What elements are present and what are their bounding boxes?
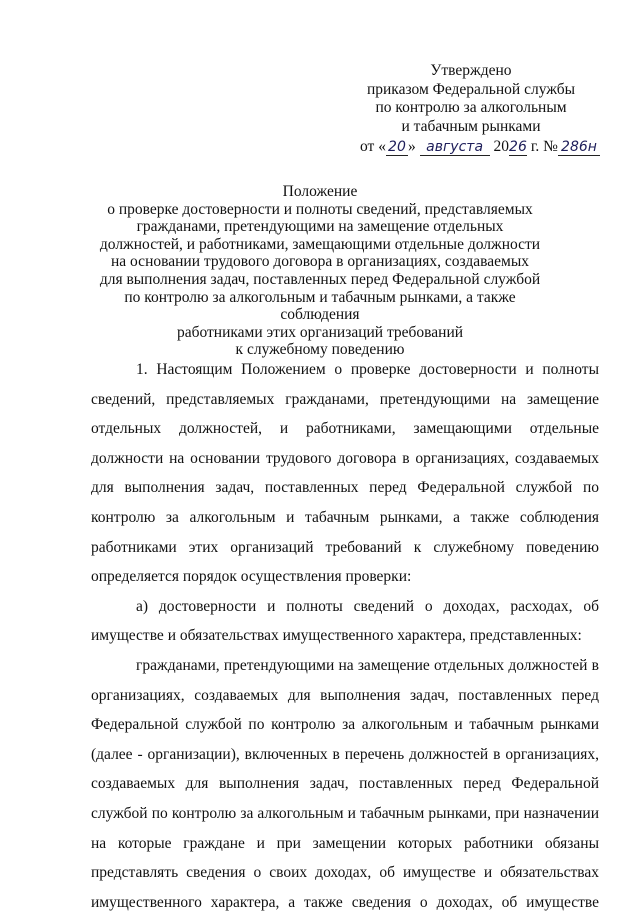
paragraph-3: гражданами, претендующими на замещение отдельных должностей в организациях, создаваемых для выполнения задач, поставленных перед Федеральной службой по контролю за алкогольным и табачным рынками (далее - организации), включенных в перечень должностей в организациях, создаваемых для выполнения задач, поставленных перед Федеральной службой по контролю за алкогольным и табачным рынками, при назначении на которые граждане и при замещении которых работники обязаны представлять сведения о своих доходах, об имуществе и обязательствах имущественного характера, а также сведения о доходах, об имуществе [91,656,599,911]
document-title [90,183,550,359]
approval-line: Утверждено [430,62,512,79]
document-body [91,355,599,917]
paragraph-2: а) достоверности и полноты сведений о доходах, расходах, об имуществе и обязательствах имущественного характера, представленных: [91,597,599,645]
handwritten-day: 20 [386,140,408,156]
paragraph-1: 1. Настоящим Положением о проверке достоверности и полноты сведений, представляемых гражданами, претендующими на замещение отдельных должностей, и работниками, замещающими отдельные должности на основании трудового договора в организациях, создаваемых для выполнения задач, поставленных перед Федеральной службой по контролю за алкогольным и табачным рынками, а также соблюдения работниками этих организаций требований к служебному поведению определяется порядок осуществления проверки: [91,361,599,586]
approval-line: приказом Федеральной службы [366,80,576,98]
approval-block [356,62,597,157]
title-line: работниками этих организаций требований [176,323,464,341]
quote-close: » [407,138,416,156]
handwritten-number: 286н [558,140,600,156]
title-line: на основании трудового договора в организациях, создаваемых [111,253,529,271]
year-tail: г. № [526,138,558,156]
title-line: для выполнения задач, поставленных перед Федеральной службой [99,270,541,288]
title-line: должностей, и работниками, замещающими отдельные должности [99,235,541,253]
year-prefix: 20 [493,138,509,156]
title-line: по контролю за алкогольным и табачным рынками, а также соблюдения [124,288,516,324]
title-line: к служебному поведению [235,341,405,359]
handwritten-year: 26 [509,139,527,156]
approval-line: и табачным рынками [401,117,541,135]
title-line: о проверке достоверности и полноты сведений, представляемых [107,200,533,218]
date-prefix: от « [360,138,386,156]
order-date-line [360,138,597,157]
approval-line: по контролю за алкогольным [375,99,567,117]
title-line: Положение [282,183,358,200]
title-line: гражданами, претендующими на замещение отдельных [136,218,504,236]
handwritten-month: августа [420,140,490,156]
